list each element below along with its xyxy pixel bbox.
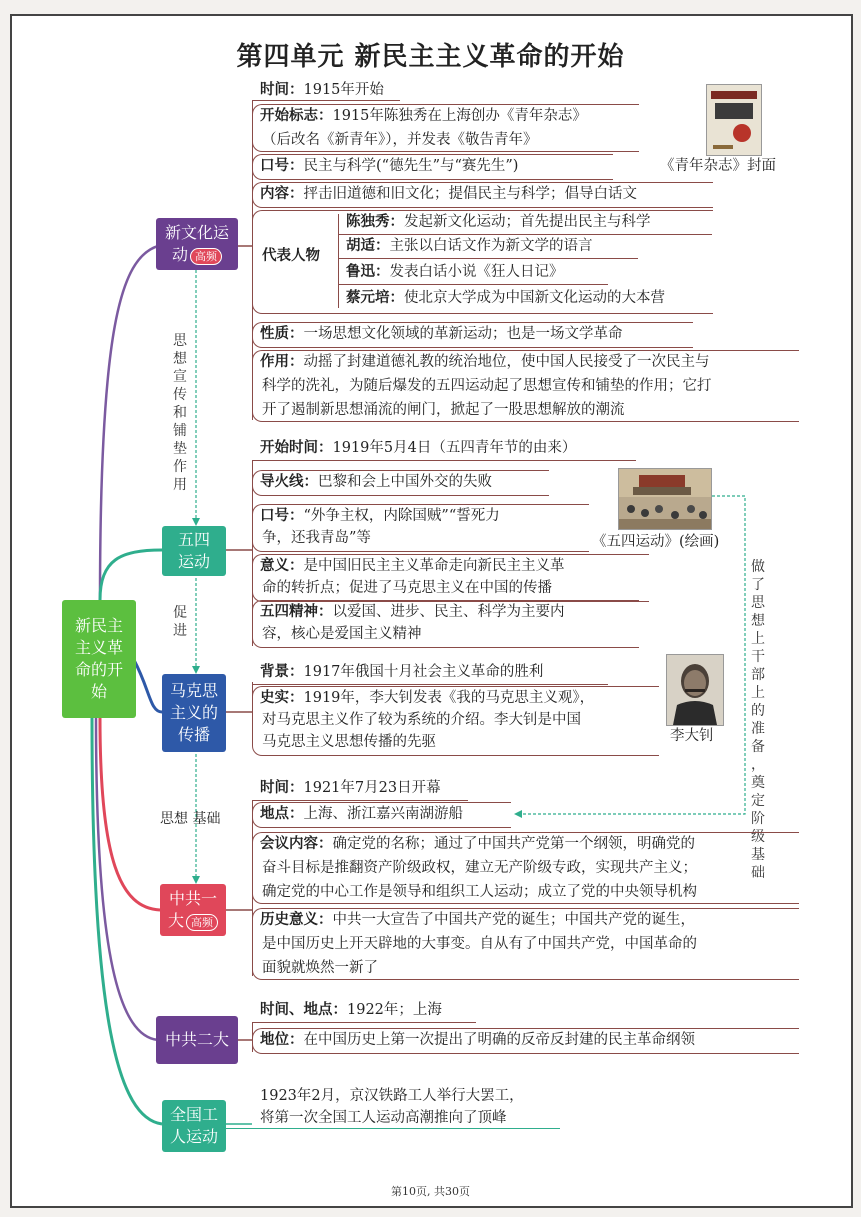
node-wusi: [162, 526, 226, 576]
page-title: 第四单元 新民主主义革命的开始: [236, 42, 625, 72]
qg-line-1: 1923年2月，京汉铁路工人举行大罢工，: [260, 1088, 524, 1104]
zg2-status: 地位：在中国历史上第一次提出了明确的反帝反封建的民主革命纲领: [260, 1032, 695, 1048]
zg1-content: 会议内容：确定党的名称；通过了中国共产党第一个纲领，明确党的: [260, 836, 695, 852]
zg2-time-place: 时间、地点：1922年；上海: [260, 1002, 442, 1018]
branch-curve-xinwenhua: [100, 246, 158, 600]
zg1-content-3: 确定党的中心工作是领导和组织工人运动；成立了党的中央领导机构: [262, 884, 697, 900]
ws-spirit-2: 容，核心是爱国主义精神: [262, 626, 422, 642]
mks-fact-2: 对马克思主义作了较为系统的介绍。李大钊是中国: [262, 712, 581, 728]
root-line-2: 主义革: [74, 638, 123, 657]
qingnian-magazine-cover-image: [706, 84, 762, 156]
node-wusi-line-2: 运动: [177, 552, 210, 571]
xwh-nature: 性质：一场思想文化领域的革新运动；也是一场文学革命: [260, 326, 623, 342]
magazine-caption: 《青年杂志》封面: [660, 158, 776, 174]
xwh-effect: 作用：动摇了封建道德礼教的统治地位，使中国人民接受了一次民主与: [260, 354, 710, 370]
xwh-mark: 开始标志：1915年陈独秀在上海创办《青年杂志》: [260, 108, 587, 124]
branch-curve-makesi: [134, 660, 162, 712]
root-line-1: 新民主: [74, 616, 123, 635]
arrow-head-1: [192, 518, 200, 526]
zg1-content-2: 奋斗目标是推翻资产阶级政权，建立无产阶级专政，实现共产主义；: [262, 860, 697, 876]
magazine-cover-icon: [707, 85, 761, 155]
ws-meaning: 意义：是中国旧民主主义革命走向新民主主义革: [260, 558, 565, 574]
node-zhonggong1: [160, 884, 226, 936]
xwh-person-4: 蔡元培：使北京大学成为中国新文化运动的大本营: [346, 290, 665, 306]
li-dazhao-portrait-image: [666, 654, 724, 726]
xwh-person-2: 胡适：主张以白话文作为新文学的语言: [346, 238, 593, 254]
zg1-significance-2: 是中国历史上开天辟地的大事变。自从有了中国共产党，中国革命的: [262, 936, 697, 952]
mks-background: 背景：1917年俄国十月社会主义革命的胜利: [260, 664, 544, 680]
root-line-4: 始: [90, 682, 107, 701]
xwh-people-label: 代表人物: [262, 248, 320, 264]
node-zhonggong1-line-1: 中共一: [168, 889, 217, 908]
badge-high-frequency: 高频: [190, 248, 222, 265]
painting-icon: [619, 469, 711, 529]
xwh-slogan: 口号：民主与科学(“德先生”与“赛先生”): [260, 158, 519, 174]
portrait-caption: 李大钊: [670, 728, 714, 744]
ws-meaning-2: 命的转折点；促进了马克思主义在中国的传播: [262, 580, 552, 596]
qg-line-2: 将第一次全国工人运动高潮推向了顶峰: [260, 1110, 507, 1126]
xwh-content: 内容：抨击旧道德和旧文化；提倡民主与科学；倡导白话文: [260, 186, 637, 202]
link-label-propaganda: 思 想 宣 传 和 铺 垫 作 用: [173, 333, 187, 493]
branch-curve-zhonggong1: [100, 718, 160, 910]
ws-slogan-2: 争，还我青岛”等: [262, 530, 371, 546]
node-quanguo-line-1: 全国工: [169, 1105, 218, 1124]
node-zhonggong1-line-2: 大: [167, 911, 184, 930]
node-wusi-line-1: 五四: [177, 530, 210, 549]
painting-caption: 《五四运动》(绘画): [592, 534, 720, 550]
node-xinwenhua: [156, 218, 238, 270]
link-label-promote: 促 进: [173, 605, 187, 639]
xwh-person-1: 陈独秀：发起新文化运动；首先提出民主与科学: [346, 214, 651, 230]
xwh-person-3: 鲁迅：发表白话小说《狂人日记》: [346, 264, 564, 280]
node-xinwenhua-line-2: 动: [171, 245, 188, 264]
ws-slogan: 口号：“外争主权，内除国贼”“誓死力: [260, 508, 500, 524]
node-xinwenhua-line-1: 新文化运: [164, 223, 229, 242]
link-label-preparation: 做 了 思 想 上 干 部 上 的 准 备 ， 奠 定 阶 级 基 础: [751, 559, 765, 881]
mks-fact-3: 马克思主义思想传播的先驱: [262, 734, 436, 750]
zg1-time: 时间：1921年7月23日开幕: [260, 780, 441, 796]
root-node: [62, 600, 136, 718]
zg1-place: 地点：上海、浙江嘉兴南湖游船: [260, 806, 463, 822]
ws-spirit: 五四精神：以爱国、进步、民主、科学为主要内: [260, 604, 565, 620]
node-makesi-line-2: 主义的: [169, 703, 218, 722]
page-number: 第10页, 共30页: [391, 1185, 470, 1198]
zg1-significance-3: 面貌就焕然一新了: [262, 960, 378, 976]
node-makesi-line-3: 传播: [177, 725, 210, 744]
arrow-head-4: [514, 810, 522, 818]
xwh-mark-2: （后改名《新青年》），并发表《敬告青年》: [262, 132, 538, 148]
xwh-effect-3: 开了遏制新思想涌流的闸门，掀起了一股思想解放的潮流: [262, 402, 625, 418]
ws-start: 开始时间：1919年5月4日（五四青年节的由来）: [260, 440, 577, 456]
branch-curve-wusi: [100, 550, 162, 600]
node-zhonggong2: [156, 1016, 238, 1064]
ws-fuse: 导火线：巴黎和会上中国外交的失败: [260, 474, 492, 490]
node-zhonggong2-label: 中共二大: [164, 1030, 229, 1049]
node-quanguo-line-2: 人运动: [169, 1127, 218, 1146]
portrait-icon: [667, 655, 723, 725]
node-quanguo: [162, 1100, 226, 1152]
qg-underline: [226, 1128, 560, 1129]
zg1-significance: 历史意义：中共一大宣告了中国共产党的诞生；中国共产党的诞生，: [260, 912, 695, 928]
arrow-head-3: [192, 876, 200, 884]
arrow-head-2: [192, 666, 200, 674]
badge-high-frequency: 高频: [186, 914, 218, 931]
xwh-time: 时间：1915年开始: [260, 82, 384, 98]
wusi-painting-image: [618, 468, 712, 530]
link-label-ideological-basis: 思想 基础: [160, 811, 221, 827]
mks-fact: 史实：1919年，李大钊发表《我的马克思主义观》，: [260, 690, 595, 706]
node-makesi: [162, 674, 226, 752]
node-makesi-line-1: 马克思: [169, 681, 218, 700]
xwh-effect-2: 科学的洗礼，为随后爆发的五四运动起了思想宣传和铺垫的作用；它打: [262, 378, 712, 394]
root-line-3: 命的开: [74, 660, 123, 679]
